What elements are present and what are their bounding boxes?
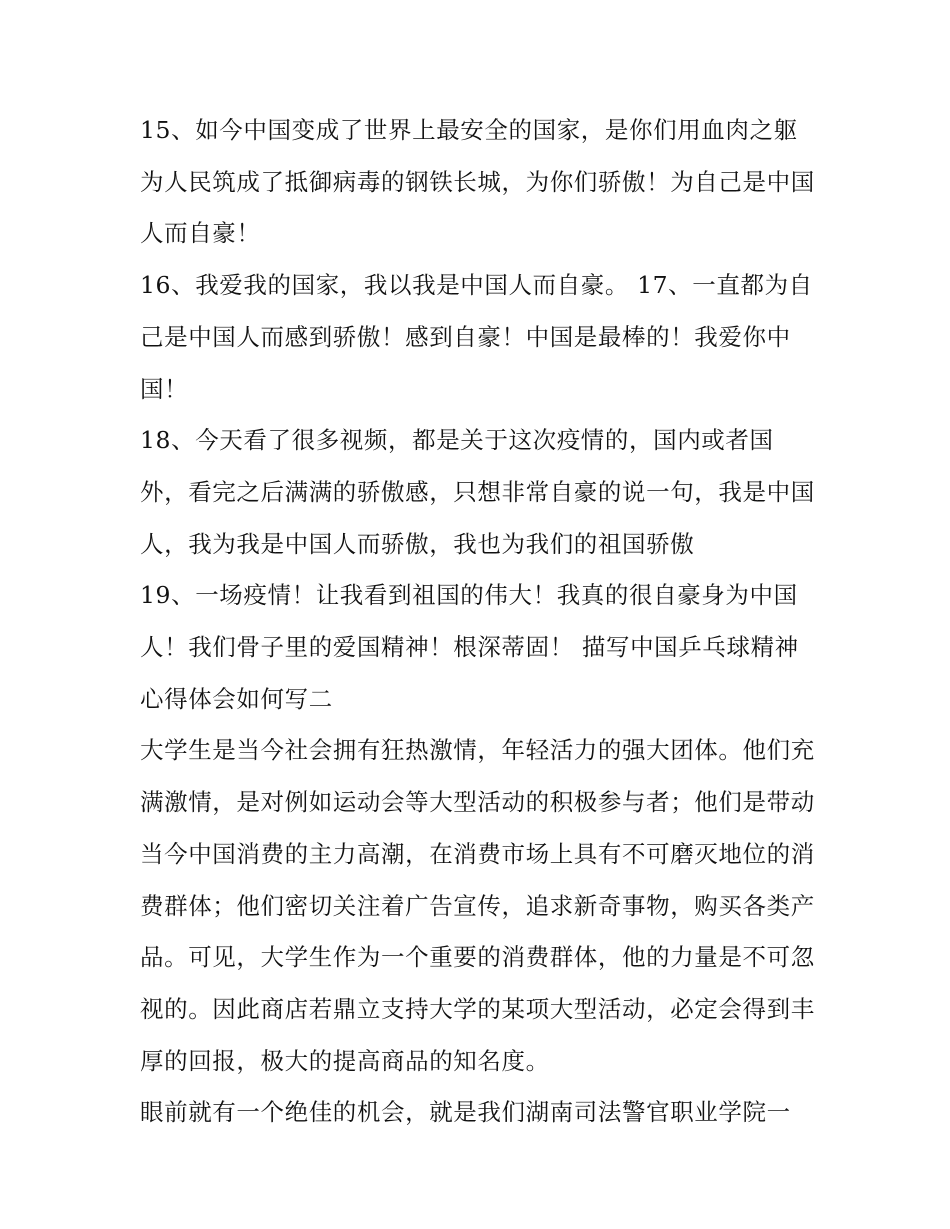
paragraph-15: 15、如今中国变成了世界上最安全的国家，是你们用血肉之躯为人民筑成了抵御病毒的钢铁长城，为你们骄傲！为自己是中国人而自豪！ xyxy=(140,116,815,248)
paragraph-18: 18、今天看了很多视频，都是关于这次疫情的，国内或者国外，看完之后满满的骄傲感，只想非常自豪的说一句，我是中国人，我为我是中国人而骄傲，我也为我们的祖国骄傲 xyxy=(140,426,815,558)
paragraph-opportunity: 眼前就有一个绝佳的机会，就是我们湖南司法警官职业学院一 xyxy=(140,1098,791,1127)
document-body xyxy=(140,105,820,1139)
paragraph-16-17: 16、我爱我的国家，我以我是中国人而自豪。 17、一直都为自己是中国人而感到骄傲！感到自豪！中国是最棒的！我爱你中国！ xyxy=(140,271,813,403)
paragraph-college-students: 大学生是当今社会拥有狂热激情，年轻活力的强大团体。他们充满激情，是对例如运动会等大型活动的积极参与者；他们是带动当今中国消费的主力高潮，在消费市场上具有不可磨灭地位的消费群体；他们密切关注着广告宣传，追求新奇事物，购买各类产品。可见，大学生作为一个重要的消费群体，他的力量是不可忽视的。因此商店若鼎立支持大学的某项大型活动，必定会得到丰厚的回报，极大的提高商品的知名度。 xyxy=(140,736,815,1075)
paragraph-19: 19、一场疫情！让我看到祖国的伟大！我真的很自豪身为中国人！我们骨子里的爱国精神！根深蒂固！ 描写中国乒乓球精神心得体会如何写二 xyxy=(140,581,799,713)
